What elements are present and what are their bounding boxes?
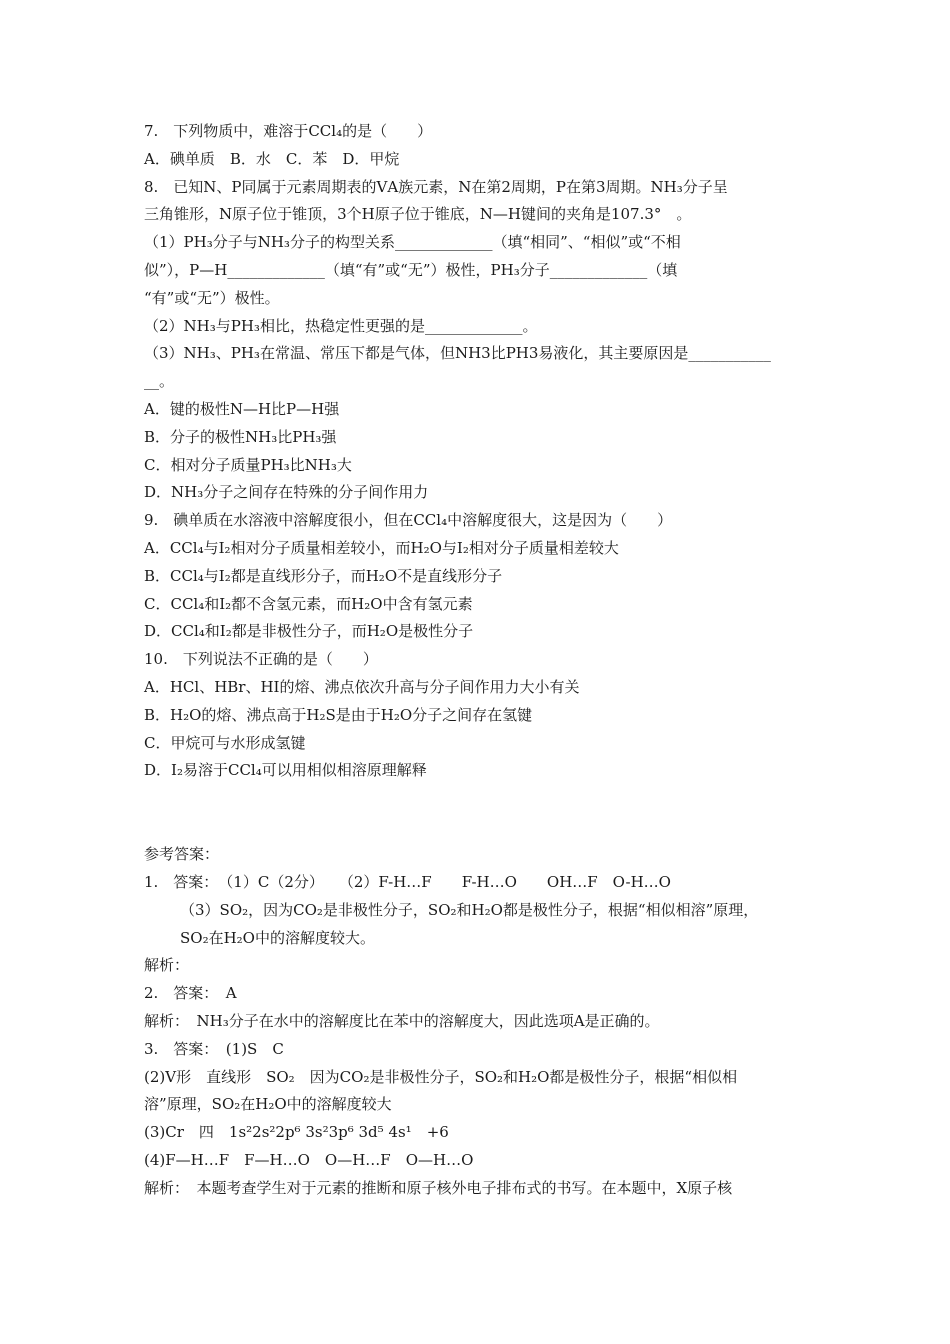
answer-2-explanation: 解析： NH₃分子在水中的溶解度比在苯中的溶解度大，因此选项A是正确的。 <box>144 1011 660 1030</box>
question-10-option-a: A．HCl、HBr、HI的熔、沸点依次升高与分子间作用力大小有关 <box>144 677 580 696</box>
question-8-part-3-line-1: （3）NH₃、PH₃在常温、常压下都是气体，但NH3比PH3易液化，其主要原因是___________ <box>144 344 771 363</box>
question-7-stem: 7. 下列物质中，难溶于CCl₄的是（ ） <box>144 122 433 140</box>
question-8-option-d: D．NH₃分子之间存在特殊的分子间作用力 <box>144 483 429 502</box>
question-9-stem: 9. 碘单质在水溶液中溶解度很小，但在CCl₄中溶解度很大，这是因为（ ） <box>144 511 673 530</box>
question-10-option-d: D．I₂易溶于CCl₄可以用相似相溶原理解释 <box>144 761 427 780</box>
question-8-option-b: B．分子的极性NH₃比PH₃强 <box>144 427 337 446</box>
document-page <box>144 118 814 1202</box>
answer-1-line-2: （3）SO₂，因为CO₂是非极性分子，SO₂和H₂O都是极性分子，根据“相似相溶”原理， <box>180 900 759 919</box>
question-8-stem-line-1: 8. 已知N、P同属于元素周期表的ⅤA族元素，N在第2周期，P在第3周期。NH₃分子呈 <box>144 177 728 196</box>
question-8-part-3-line-2: __。 <box>144 372 175 391</box>
answer-1-explanation: 解析： <box>144 956 190 975</box>
answer-3-part-4: (4)F—H…F F—H…O O—H…F O—H…O <box>144 1150 474 1169</box>
answer-1-line-3: SO₂在H₂O中的溶解度较大。 <box>180 928 375 947</box>
question-10-option-b: B．H₂O的熔、沸点高于H₂S是由于H₂O分子之间存在氢键 <box>144 705 533 724</box>
question-9-option-c: C．CCl₄和I₂都不含氢元素，而H₂O中含有氢元素 <box>144 594 473 613</box>
answer-3-part-3: (3)Cr 四 1s²2s²2p⁶ 3s²3p⁶ 3d⁵ 4s¹ +6 <box>144 1123 449 1142</box>
answer-1-line-1: 1. 答案： （1）C（2分） （2）F-H…F F-H…O OH…F O-H…O <box>144 872 671 891</box>
question-9-option-a: A．CCl₄与I₂相对分子质量相差较小，而H₂O与I₂相对分子质量相差较大 <box>144 538 619 557</box>
question-8-part-1-line-3: “有”或“无”）极性。 <box>144 288 280 307</box>
question-10-option-c: C．甲烷可与水形成氢键 <box>144 733 306 752</box>
question-8-stem-line-2: 三角锥形，N原子位于锥顶，3个H原子位于锥底，N—H键间的夹角是107.3° 。 <box>144 205 692 224</box>
question-9-option-b: B．CCl₄与I₂都是直线形分子，而H₂O不是直线形分子 <box>144 566 503 585</box>
question-8-part-1-line-2: 似”），P—H_____________（填“有”或“无”）极性，PH₃分子_____________（填 <box>144 260 678 279</box>
question-7-options: A．碘单质 B．水 C．苯 D．甲烷 <box>144 149 400 168</box>
question-9-option-d: D．CCl₄和I₂都是非极性分子，而H₂O是极性分子 <box>144 622 474 641</box>
answer-3-explanation: 解析： 本题考查学生对于元素的推断和原子核外电子排布式的书写。在本题中，X原子核 <box>144 1178 733 1197</box>
section-spacer <box>144 785 814 841</box>
answer-3-part-2-line-2: 溶”原理，SO₂在H₂O中的溶解度较大 <box>144 1095 392 1114</box>
question-8-option-a: A．键的极性N—H比P—H强 <box>144 399 340 418</box>
question-8-part-2: （2）NH₃与PH₃相比，热稳定性更强的是_____________。 <box>144 316 538 335</box>
answer-3-part-1: 3. 答案： (1)S C <box>144 1039 284 1058</box>
question-10-stem: 10. 下列说法不正确的是（ ） <box>144 650 378 669</box>
question-8-part-1-line-1: （1）PH₃分子与NH₃分子的构型关系_____________（填“相同”、“相似”或“不相 <box>144 233 681 252</box>
answers-heading: 参考答案： <box>144 845 220 864</box>
answer-2: 2. 答案： A <box>144 984 237 1003</box>
question-8-option-c: C．相对分子质量PH₃比NH₃大 <box>144 455 352 474</box>
answer-3-part-2-line-1: (2)V形 直线形 SO₂ 因为CO₂是非极性分子，SO₂和H₂O都是极性分子，根据“相似相 <box>144 1067 738 1086</box>
